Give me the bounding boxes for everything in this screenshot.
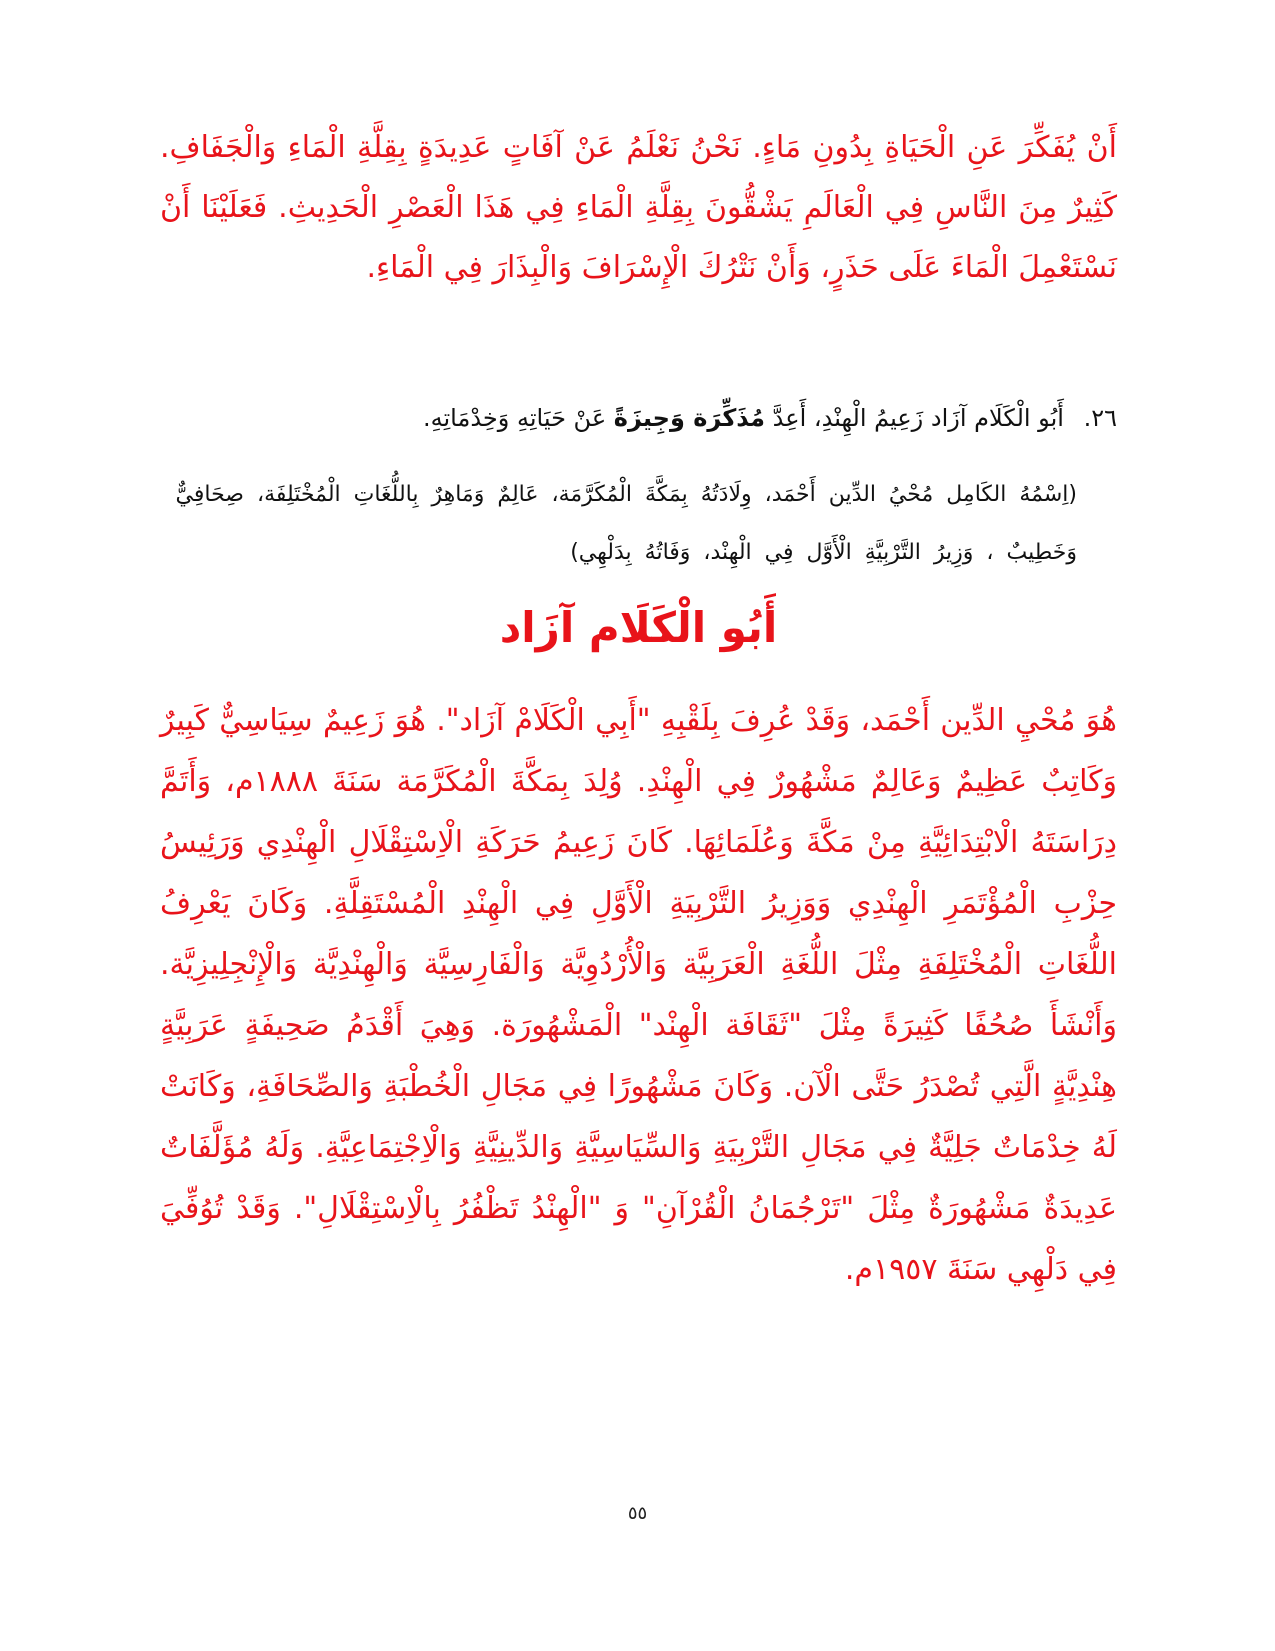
bio-paragraph: هُوَ مُحْيِ الدِّين أَحْمَد، وَقَدْ عُرِفَ بِلَقْبِهِ "أَبِي الْكَلَامْ آزَاد". هُوَ زَعِيمٌ سِيَاسِيٌّ كَبِيرٌ وَكَاتِبٌ عَظِيمٌ وَعَالِمٌ مَشْهُورٌ فِي الْهِنْدِ. وُلِدَ بِمَكَّةَ الْمُكَرَّمَة سَنَةَ ١٨٨٨م، وَأَتَمَّ دِرَاسَتَهُ الْابْتِدَائِيَّةِ مِنْ مَكَّةَ وَعُلَمَائِهَا. كَانَ زَعِيمُ حَرَكَةِ الْاِسْتِقْلَالِ الْهِنْدِي وَرَئِيسُ حِزْبِ الْمُؤْتَمَرِ الْهِنْدِي وَوَزِيرُ التَّرْبِيَةِ الْأَوَّلِ فِي الْهِنْدِ الْمُسْتَقِلَّةِ. وَكَانَ يَعْرِفُ اللُّغَاتِ الْمُخْتَلِفَةِ مِثْلَ اللُّغَةِ الْعَرَبِيَّة وَالْأُرْدُوِيَّة وَالْفَارِسِيَّة وَالْهِنْدِيَّة وَالْإِنْجِلِيزِيَّة. وَأَنْشَأَ صُحُفًا كَثِيرَةً مِثْلَ "ثَقَافَة الْهِنْد" الْمَشْهُورَة. وَهِيَ أَقْدَمُ صَحِيفَةٍ عَرَبِيَّةٍ هِنْدِيَّةٍ الَّتِي تُصْدَرُ حَتَّى الْآن. وَكَانَ مَشْهُورًا فِي مَجَالِ الْخُطْبَةِ وَالصِّحَافَةِ، وَكَانَتْ لَهُ خِدْمَاتٌ جَلِيَّةٌ فِي مَجَالِ التَّرْبِيَةِ وَالسِّيَاسِيَّةِ وَالدِّينِيَّةِ وَالْاِجْتِمَاعِيَّةِ. وَلَهُ مُؤَلَّفَاتٌ عَدِيدَةٌ مَشْهُورَةٌ مِثْلَ "تَرْجُمَانُ الْقُرْآنِ" وَ "الْهِنْدُ تَظْفُرُ بِالْاِسْتِقْلَالِ". وَقَدْ تُوُفِّيَ فِي دَلْهِي سَنَةَ ١٩٥٧م. xyxy=(160,703,1117,1287)
question-text-bold: مُذَكِّرَة وَجِيزَةً xyxy=(613,404,766,432)
question-number: ٢٦. xyxy=(1083,404,1117,432)
question-26 xyxy=(160,398,1117,438)
essay-title: أَبُو الْكَلَام آزَاد xyxy=(499,603,778,652)
question-text-end: عَنْ حَيَاتِهِ وَخِدْمَاتِهِ. xyxy=(422,404,607,432)
question-text-start: أَبُو الْكَلَام آزَاد زَعِيمُ الْهِنْدِ، أَعِدَّ xyxy=(772,404,1064,432)
question-hint: (اِسْمُهُ الكَامِل مُحْيُ الدِّين أَحْمَد، وِلَادَتُهُ بِمَكَّةَ الْمُكَرَّمَة، عَالِمٌ وَمَاهِرٌ بِاللُّغَاتِ الْمُخْتَلِفَة، صِحَافِيٌّ وَخَطِيبٌ ، وَزِيرُ التَّرْبِيَّةِ الْأَوَّل فِي الْهِنْد، وَفَاتُهُ بِدَلْهِي) xyxy=(175,482,1077,565)
page-number: ٥٥ xyxy=(627,1503,648,1524)
top-paragraph: أَنْ يُفَكِّرَ عَنِ الْحَيَاةِ بِدُونِ مَاءٍ. نَحْنُ نَعْلَمُ عَنْ آفَاتٍ عَدِيدَةٍ بِقِلَّةِ الْمَاءِ وَالْجَفَافِ. كَثِيرٌ مِنَ النَّاسِ فِي الْعَالَمِ يَشْقُّونَ بِقِلَّةِ الْمَاءِ فِي هَذَا الْعَصْرِ الْحَدِيثِ. فَعَلَيْنَا أَنْ نَسْتَعْمِلَ الْمَاءَ عَلَى حَذَرٍ، وَأَنْ نَتْرُكَ الْإِسْرَافَ وَالْبِذَارَ فِي الْمَاءِ. xyxy=(160,130,1117,285)
